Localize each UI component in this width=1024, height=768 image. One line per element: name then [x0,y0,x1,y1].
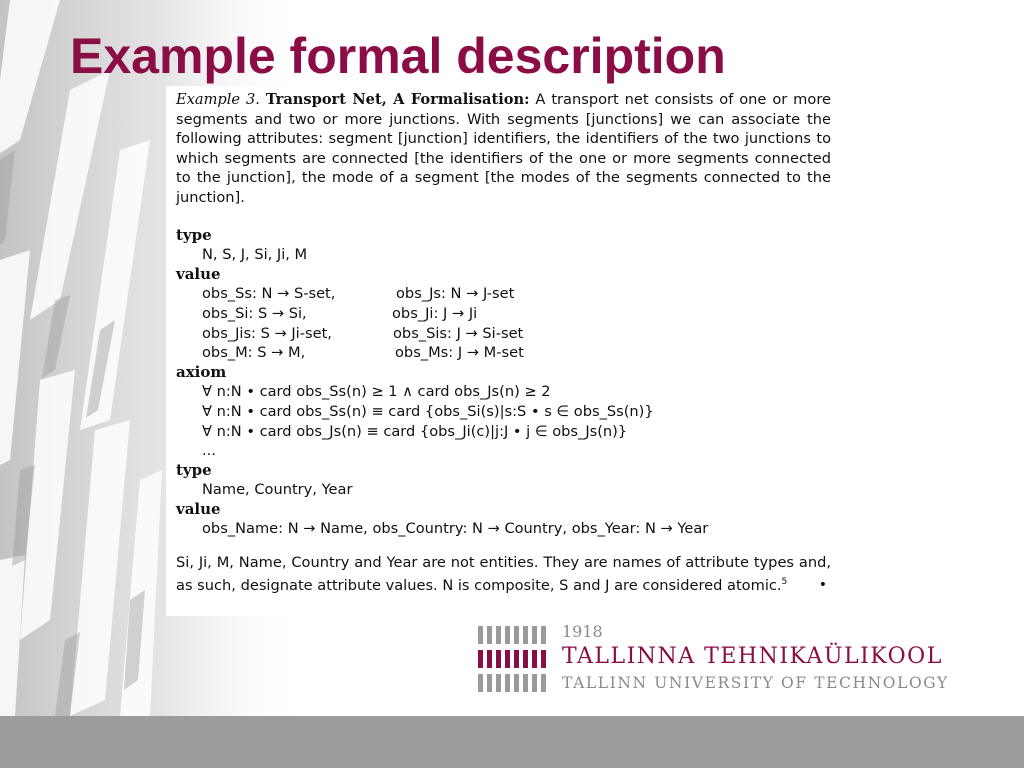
value-row-2 [176,304,831,324]
logo-name: TALLINNA TEHNIKAÜLIKOOL [562,644,943,669]
value-row-4-left: obs_M: S → M, [202,344,306,362]
value-row-1 [176,284,831,304]
closing-paragraph [176,553,831,595]
closing-text: Si, Ji, M, Name, Country and Year are not entities. They are names of attribute types and, as such, designate attribute values. N is composite, S and J are considered atomic. [176,554,831,594]
value-list-2: obs_Name: N → Name, obs_Country: N → Country, obs_Year: N → Year [202,520,709,538]
keyword-value-2: value [176,499,221,518]
logo-bars-icon [478,626,546,692]
value-row-1-right: obs_Js: N → J-set [396,285,515,303]
value-row-2-right: obs_Ji: J → Ji [392,304,478,322]
value-row-4 [176,343,831,363]
footer-bar [0,716,1024,768]
axiom-ellipsis: ... [202,442,216,460]
axiom-2: ∀ n:N • card obs_Ss(n) ≡ card {obs_Si(s)|s:S • s ∈ obs_Ss(n)} [202,402,654,420]
type-list-1: N, S, J, Si, Ji, M [202,246,308,264]
value-row-3-right: obs_Sis: J → Si-set [393,324,524,342]
keyword-type-2: type [176,460,212,479]
logo-year: 1918 [562,622,603,641]
university-logo [478,622,1008,698]
document-excerpt [166,86,838,616]
value-row-1-left: obs_Ss: N → S-set, [202,285,336,303]
value-row-3-left: obs_Jis: S → Ji-set, [202,324,332,342]
footnote-mark: 5 [781,576,788,587]
logo-name-english: TALLINN UNIVERSITY OF TECHNOLOGY [562,674,949,692]
qed-bullet: • [818,576,827,593]
example-label: Example 3. [176,91,260,108]
keyword-type: type [176,225,212,244]
document-content [176,90,831,595]
slide-title: Example formal description [70,28,726,84]
intro-text: A transport net consists of one or more segments and two or more junctions. With segments [junctions] we can associate the following attributes: segment [junction] identifiers, the identifiers of the two junctions to which segments are connected [the identifiers of the one or more segments connected to the junction], the mode of a segment [the modes of the segments connected to the junction]. [176,91,831,206]
axiom-3: ∀ n:N • card obs_Js(n) ≡ card {obs_Ji(c)|j:J • j ∈ obs_Js(n)} [202,422,628,440]
value-row-4-right: obs_Ms: J → M-set [395,344,524,362]
intro-paragraph [176,90,831,208]
keyword-axiom: axiom [176,362,227,381]
type-list-2: Name, Country, Year [202,481,353,499]
value-row-3 [176,324,831,344]
axiom-1: ∀ n:N • card obs_Ss(n) ≥ 1 ∧ card obs_Js(n) ≥ 2 [202,383,551,401]
example-heading: Transport Net, A Formalisation: [265,91,530,108]
keyword-value: value [176,264,221,283]
value-row-2-left: obs_Si: S → Si, [202,304,307,322]
